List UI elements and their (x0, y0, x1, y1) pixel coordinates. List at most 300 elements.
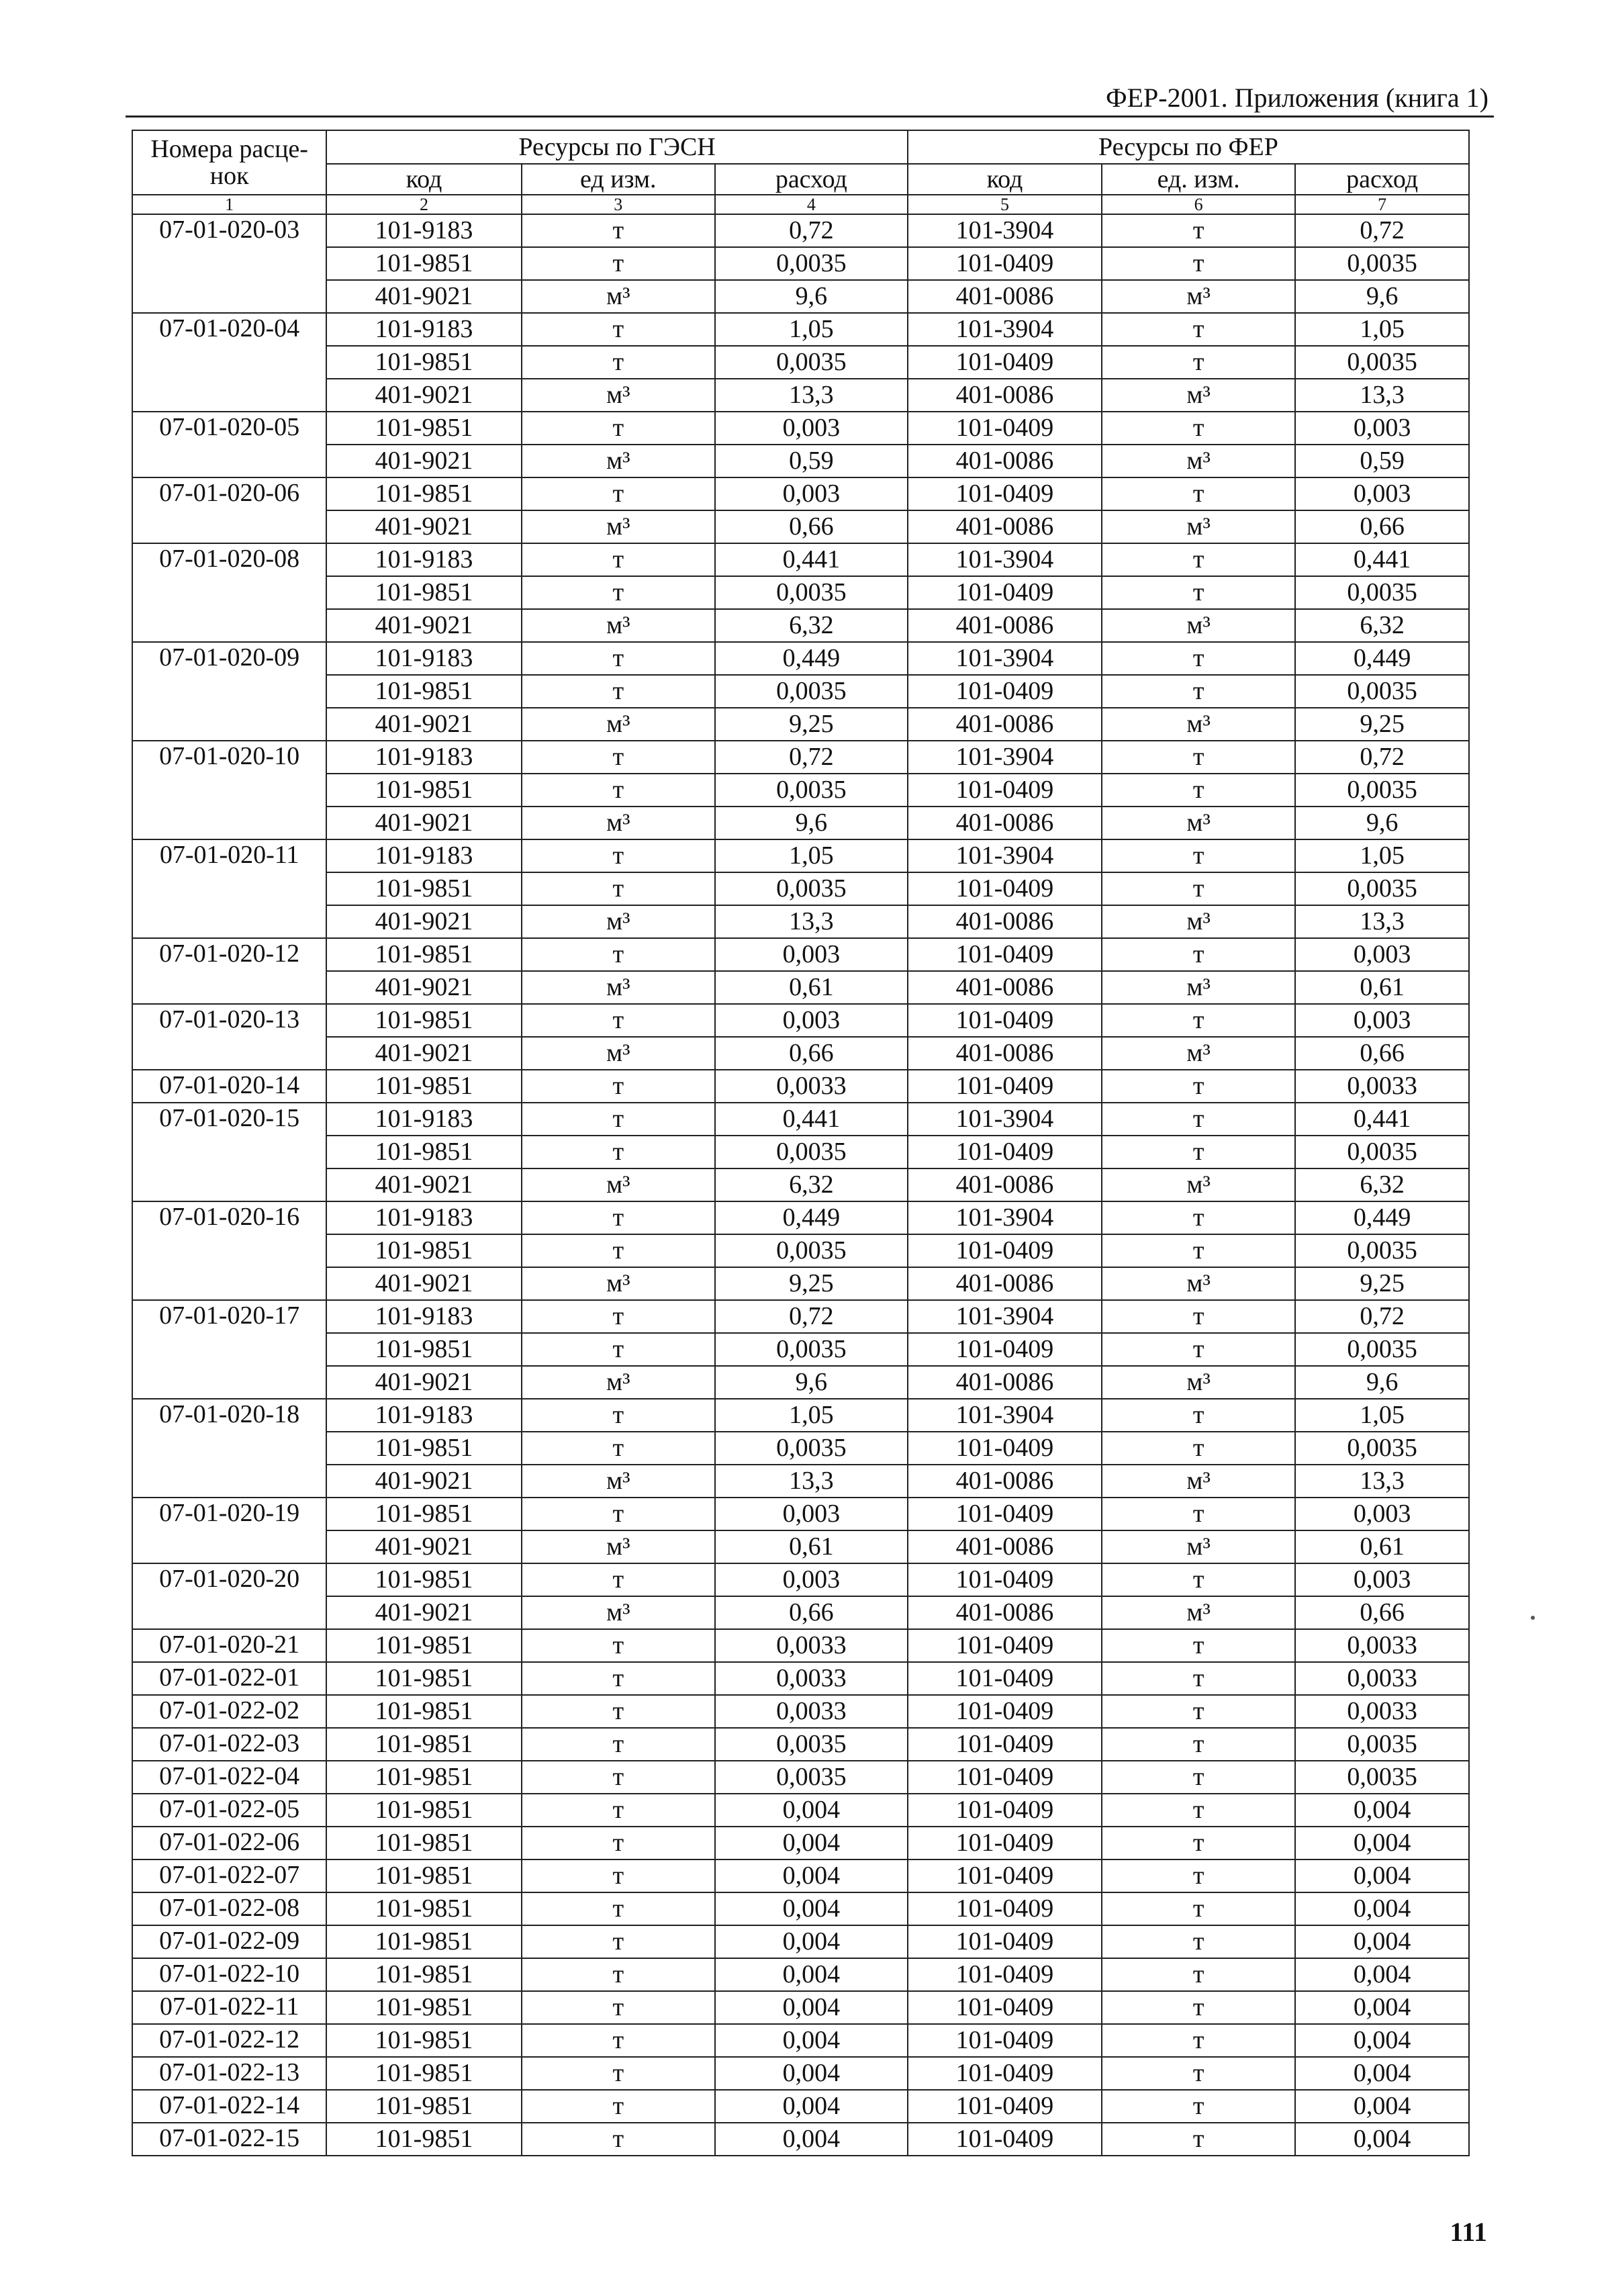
gesn-unit-cell: т (522, 1498, 715, 1530)
fer-qty-cell: 0,61 (1295, 1530, 1469, 1563)
rate-number-cell: 07-01-020-06 (132, 477, 326, 543)
fer-unit-cell: т (1102, 2024, 1295, 2057)
header-fer-code: код (908, 164, 1102, 195)
gesn-code-cell: 101-9851 (326, 872, 521, 905)
fer-unit-cell: т (1102, 214, 1295, 247)
gesn-qty-cell: 0,004 (715, 2024, 908, 2057)
rate-number-cell: 07-01-022-13 (132, 2057, 326, 2090)
fer-code-cell: 101-0409 (908, 346, 1102, 379)
rate-number-cell: 07-01-022-02 (132, 1695, 326, 1728)
fer-unit-cell: т (1102, 1399, 1295, 1432)
header-gesn-unit: ед изм. (522, 164, 715, 195)
fer-code-cell: 101-3904 (908, 642, 1102, 675)
gesn-qty-cell: 0,61 (715, 971, 908, 1004)
gesn-unit-cell: т (522, 477, 715, 510)
column-number: 5 (908, 195, 1102, 214)
fer-unit-cell: т (1102, 1333, 1295, 1366)
gesn-code-cell: 101-9851 (326, 346, 521, 379)
fer-unit-cell: т (1102, 741, 1295, 774)
gesn-code-cell: 401-9021 (326, 708, 521, 741)
gesn-code-cell: 101-9851 (326, 1695, 521, 1728)
gesn-code-cell: 401-9021 (326, 445, 521, 477)
fer-qty-cell: 0,0035 (1295, 346, 1469, 379)
fer-code-cell: 101-0409 (908, 1004, 1102, 1037)
gesn-code-cell: 401-9021 (326, 609, 521, 642)
gesn-unit-cell: т (522, 642, 715, 675)
rate-number-cell: 07-01-020-21 (132, 1629, 326, 1662)
fer-unit-cell: т (1102, 872, 1295, 905)
table-row (132, 1234, 1469, 1267)
gesn-code-cell: 101-9851 (326, 1432, 521, 1465)
fer-unit-cell: м³ (1102, 708, 1295, 741)
fer-unit-cell: м³ (1102, 379, 1295, 412)
fer-code-cell: 101-0409 (908, 774, 1102, 807)
fer-qty-cell: 0,66 (1295, 1037, 1469, 1070)
fer-code-cell: 101-0409 (908, 1432, 1102, 1465)
fer-unit-cell: м³ (1102, 1037, 1295, 1070)
rate-number-cell: 07-01-022-01 (132, 1662, 326, 1695)
header-fer-qty: расход (1295, 164, 1469, 195)
fer-qty-cell: 0,003 (1295, 477, 1469, 510)
fer-code-cell: 101-0409 (908, 1662, 1102, 1695)
table-row (132, 477, 1469, 510)
table-row (132, 971, 1469, 1004)
rate-number-cell: 07-01-020-13 (132, 1004, 326, 1070)
rate-number-cell: 07-01-022-07 (132, 1859, 326, 1892)
fer-qty-cell: 0,0035 (1295, 872, 1469, 905)
gesn-code-cell: 401-9021 (326, 1267, 521, 1300)
fer-unit-cell: т (1102, 1563, 1295, 1596)
gesn-unit-cell: т (522, 2024, 715, 2057)
gesn-qty-cell: 0,0035 (715, 1136, 908, 1168)
fer-qty-cell: 0,004 (1295, 2024, 1469, 2057)
table-row (132, 905, 1469, 938)
gesn-unit-cell: т (522, 675, 715, 708)
table-row (132, 412, 1469, 445)
fer-unit-cell: т (1102, 1859, 1295, 1892)
fer-qty-cell: 13,3 (1295, 1465, 1469, 1498)
rate-number-cell: 07-01-020-20 (132, 1563, 326, 1629)
rate-number-cell: 07-01-022-11 (132, 1991, 326, 2024)
gesn-qty-cell: 0,004 (715, 1859, 908, 1892)
table-row (132, 247, 1469, 280)
table-row (132, 1827, 1469, 1859)
fer-qty-cell: 0,0035 (1295, 1234, 1469, 1267)
gesn-unit-cell: т (522, 2090, 715, 2123)
fer-qty-cell: 0,004 (1295, 1991, 1469, 2024)
fer-code-cell: 101-0409 (908, 2024, 1102, 2057)
gesn-unit-cell: т (522, 1662, 715, 1695)
fer-unit-cell: т (1102, 313, 1295, 346)
table-row (132, 1662, 1469, 1695)
gesn-unit-cell: м³ (522, 708, 715, 741)
gesn-code-cell: 101-9851 (326, 576, 521, 609)
gesn-unit-cell: т (522, 1234, 715, 1267)
gesn-qty-cell: 0,449 (715, 642, 908, 675)
page-number: 111 (1450, 2217, 1487, 2247)
column-number: 1 (132, 195, 326, 214)
table-row (132, 379, 1469, 412)
gesn-unit-cell: м³ (522, 971, 715, 1004)
gesn-qty-cell: 0,0035 (715, 774, 908, 807)
fer-qty-cell: 0,0035 (1295, 1333, 1469, 1366)
gesn-code-cell: 101-9851 (326, 1859, 521, 1892)
gesn-unit-cell: т (522, 1859, 715, 1892)
fer-code-cell: 401-0086 (908, 1267, 1102, 1300)
gesn-code-cell: 101-9183 (326, 642, 521, 675)
table-row (132, 1991, 1469, 2024)
column-number: 2 (326, 195, 521, 214)
fer-unit-cell: т (1102, 2057, 1295, 2090)
rate-number-cell: 07-01-020-17 (132, 1300, 326, 1399)
rate-number-cell: 07-01-020-18 (132, 1399, 326, 1498)
gesn-qty-cell: 0,004 (715, 2123, 908, 2156)
gesn-unit-cell: т (522, 1300, 715, 1333)
fer-code-cell: 401-0086 (908, 1037, 1102, 1070)
table-row (132, 774, 1469, 807)
table-row (132, 1596, 1469, 1629)
fer-code-cell: 401-0086 (908, 807, 1102, 839)
gesn-qty-cell: 0,72 (715, 214, 908, 247)
column-number: 7 (1295, 195, 1469, 214)
gesn-qty-cell: 1,05 (715, 1399, 908, 1432)
fer-code-cell: 101-0409 (908, 247, 1102, 280)
gesn-unit-cell: т (522, 576, 715, 609)
gesn-code-cell: 101-9851 (326, 247, 521, 280)
fer-code-cell: 101-0409 (908, 1958, 1102, 1991)
page-header: ФЕР-2001. Приложения (книга 1) (126, 81, 1494, 118)
fer-qty-cell: 0,441 (1295, 1103, 1469, 1136)
rate-number-cell: 07-01-022-06 (132, 1827, 326, 1859)
gesn-code-cell: 101-9851 (326, 938, 521, 971)
fer-unit-cell: т (1102, 774, 1295, 807)
fer-code-cell: 101-3904 (908, 741, 1102, 774)
fer-code-cell: 101-0409 (908, 2090, 1102, 2123)
table-row (132, 214, 1469, 247)
gesn-code-cell: 101-9851 (326, 1498, 521, 1530)
fer-unit-cell: т (1102, 839, 1295, 872)
gesn-code-cell: 401-9021 (326, 1596, 521, 1629)
gesn-qty-cell: 6,32 (715, 1168, 908, 1201)
table-row (132, 1695, 1469, 1728)
fer-qty-cell: 0,0035 (1295, 1761, 1469, 1794)
fer-unit-cell: т (1102, 1761, 1295, 1794)
gesn-code-cell: 101-9851 (326, 1004, 521, 1037)
fer-code-cell: 101-0409 (908, 1070, 1102, 1103)
gesn-unit-cell: м³ (522, 609, 715, 642)
gesn-code-cell: 101-9183 (326, 1201, 521, 1234)
gesn-qty-cell: 0,0035 (715, 247, 908, 280)
fer-code-cell: 101-3904 (908, 1201, 1102, 1234)
gesn-code-cell: 101-9851 (326, 1958, 521, 1991)
fer-code-cell: 101-0409 (908, 938, 1102, 971)
gesn-qty-cell: 9,6 (715, 280, 908, 313)
fer-code-cell: 101-3904 (908, 1399, 1102, 1432)
fer-code-cell: 101-0409 (908, 1498, 1102, 1530)
gesn-qty-cell: 0,0033 (715, 1629, 908, 1662)
fer-unit-cell: м³ (1102, 609, 1295, 642)
gesn-code-cell: 101-9183 (326, 543, 521, 576)
gesn-code-cell: 401-9021 (326, 1366, 521, 1399)
table-row (132, 1267, 1469, 1300)
fer-unit-cell: т (1102, 1201, 1295, 1234)
rate-number-cell: 07-01-020-05 (132, 412, 326, 477)
fer-unit-cell: м³ (1102, 971, 1295, 1004)
fer-unit-cell: м³ (1102, 280, 1295, 313)
fer-qty-cell: 0,0033 (1295, 1662, 1469, 1695)
gesn-qty-cell: 0,449 (715, 1201, 908, 1234)
gesn-qty-cell: 13,3 (715, 379, 908, 412)
table-row (132, 576, 1469, 609)
gesn-unit-cell: м³ (522, 1168, 715, 1201)
gesn-qty-cell: 0,0033 (715, 1662, 908, 1695)
gesn-code-cell: 101-9851 (326, 477, 521, 510)
rate-number-cell: 07-01-020-04 (132, 313, 326, 412)
gesn-unit-cell: т (522, 543, 715, 576)
gesn-qty-cell: 9,6 (715, 807, 908, 839)
fer-code-cell: 101-0409 (908, 1859, 1102, 1892)
fer-unit-cell: т (1102, 247, 1295, 280)
table-row (132, 510, 1469, 543)
table-row (132, 1563, 1469, 1596)
rate-number-cell: 07-01-020-16 (132, 1201, 326, 1300)
gesn-unit-cell: м³ (522, 1530, 715, 1563)
gesn-unit-cell: м³ (522, 445, 715, 477)
fer-code-cell: 401-0086 (908, 609, 1102, 642)
header-gesn-qty: расход (715, 164, 908, 195)
column-number: 3 (522, 195, 715, 214)
fer-code-cell: 101-3904 (908, 543, 1102, 576)
gesn-qty-cell: 0,004 (715, 1794, 908, 1827)
rate-number-cell: 07-01-022-12 (132, 2024, 326, 2057)
fer-code-cell: 401-0086 (908, 1596, 1102, 1629)
table-row (132, 2123, 1469, 2156)
gesn-qty-cell: 0,72 (715, 741, 908, 774)
gesn-qty-cell: 13,3 (715, 1465, 908, 1498)
rate-number-cell: 07-01-020-19 (132, 1498, 326, 1563)
gesn-unit-cell: т (522, 1892, 715, 1925)
fer-code-cell: 101-0409 (908, 1892, 1102, 1925)
rate-number-cell: 07-01-020-09 (132, 642, 326, 741)
fer-unit-cell: м³ (1102, 1366, 1295, 1399)
header-rates: Номера расце-нок (132, 130, 326, 195)
gesn-code-cell: 401-9021 (326, 1168, 521, 1201)
gesn-code-cell: 401-9021 (326, 1037, 521, 1070)
table-row (132, 1432, 1469, 1465)
gesn-qty-cell: 13,3 (715, 905, 908, 938)
fer-code-cell: 101-3904 (908, 214, 1102, 247)
gesn-unit-cell: м³ (522, 1366, 715, 1399)
table-row (132, 1958, 1469, 1991)
rate-number-cell: 07-01-022-05 (132, 1794, 326, 1827)
gesn-unit-cell: т (522, 1563, 715, 1596)
rate-number-cell: 07-01-022-15 (132, 2123, 326, 2156)
fer-qty-cell: 6,32 (1295, 609, 1469, 642)
fer-code-cell: 401-0086 (908, 1366, 1102, 1399)
gesn-code-cell: 101-9851 (326, 1629, 521, 1662)
fer-qty-cell: 6,32 (1295, 1168, 1469, 1201)
gesn-unit-cell: м³ (522, 807, 715, 839)
gesn-unit-cell: м³ (522, 905, 715, 938)
fer-qty-cell: 0,004 (1295, 2123, 1469, 2156)
gesn-unit-cell: т (522, 1728, 715, 1761)
table-row (132, 1103, 1469, 1136)
table-row (132, 1629, 1469, 1662)
fer-qty-cell: 9,6 (1295, 1366, 1469, 1399)
fer-qty-cell: 0,0035 (1295, 1728, 1469, 1761)
column-number: 6 (1102, 195, 1295, 214)
table-row (132, 1004, 1469, 1037)
gesn-qty-cell: 0,0035 (715, 872, 908, 905)
gesn-code-cell: 101-9183 (326, 741, 521, 774)
gesn-code-cell: 101-9851 (326, 1234, 521, 1267)
gesn-qty-cell: 0,66 (715, 1596, 908, 1629)
gesn-unit-cell: т (522, 1761, 715, 1794)
fer-qty-cell: 0,004 (1295, 1892, 1469, 1925)
fer-unit-cell: м³ (1102, 1596, 1295, 1629)
fer-code-cell: 101-0409 (908, 872, 1102, 905)
fer-unit-cell: м³ (1102, 1168, 1295, 1201)
gesn-unit-cell: т (522, 2123, 715, 2156)
table-row (132, 2090, 1469, 2123)
fer-qty-cell: 0,003 (1295, 1563, 1469, 1596)
gesn-qty-cell: 9,6 (715, 1366, 908, 1399)
table-row (132, 2024, 1469, 2057)
rate-number-cell: 07-01-022-14 (132, 2090, 326, 2123)
fer-code-cell: 101-0409 (908, 2123, 1102, 2156)
table-row (132, 708, 1469, 741)
table-row (132, 1070, 1469, 1103)
fer-code-cell: 401-0086 (908, 445, 1102, 477)
gesn-unit-cell: т (522, 1958, 715, 1991)
fer-unit-cell: м³ (1102, 807, 1295, 839)
table-row (132, 807, 1469, 839)
fer-qty-cell: 0,004 (1295, 1925, 1469, 1958)
fer-unit-cell: т (1102, 1234, 1295, 1267)
table-row (132, 1498, 1469, 1530)
gesn-code-cell: 101-9183 (326, 1300, 521, 1333)
fer-qty-cell: 0,449 (1295, 1201, 1469, 1234)
gesn-unit-cell: м³ (522, 1267, 715, 1300)
gesn-qty-cell: 0,66 (715, 510, 908, 543)
fer-qty-cell: 0,0035 (1295, 1432, 1469, 1465)
fer-unit-cell: т (1102, 1498, 1295, 1530)
gesn-qty-cell: 0,0035 (715, 1728, 908, 1761)
fer-code-cell: 101-0409 (908, 2057, 1102, 2090)
fer-qty-cell: 0,0033 (1295, 1695, 1469, 1728)
fer-code-cell: 101-0409 (908, 412, 1102, 445)
table-row (132, 1794, 1469, 1827)
gesn-qty-cell: 9,25 (715, 708, 908, 741)
table-row (132, 280, 1469, 313)
gesn-unit-cell: т (522, 214, 715, 247)
fer-unit-cell: т (1102, 1070, 1295, 1103)
gesn-qty-cell: 0,61 (715, 1530, 908, 1563)
gesn-code-cell: 101-9183 (326, 1399, 521, 1432)
fer-unit-cell: т (1102, 1136, 1295, 1168)
fer-unit-cell: м³ (1102, 510, 1295, 543)
fer-code-cell: 101-0409 (908, 1761, 1102, 1794)
table-body (132, 214, 1469, 2156)
gesn-unit-cell: т (522, 1399, 715, 1432)
fer-unit-cell: т (1102, 477, 1295, 510)
fer-code-cell: 101-0409 (908, 1728, 1102, 1761)
fer-unit-cell: т (1102, 1695, 1295, 1728)
fer-code-cell: 101-0409 (908, 1234, 1102, 1267)
rate-number-cell: 07-01-020-08 (132, 543, 326, 642)
fer-qty-cell: 0,004 (1295, 1958, 1469, 1991)
gesn-unit-cell: т (522, 872, 715, 905)
gesn-code-cell: 401-9021 (326, 971, 521, 1004)
fer-qty-cell: 0,004 (1295, 2090, 1469, 2123)
gesn-qty-cell: 0,004 (715, 2090, 908, 2123)
fer-unit-cell: м³ (1102, 905, 1295, 938)
header-fer-group: Ресурсы по ФЕР (908, 130, 1469, 164)
fer-code-cell: 401-0086 (908, 379, 1102, 412)
gesn-unit-cell: т (522, 1629, 715, 1662)
gesn-qty-cell: 0,004 (715, 2057, 908, 2090)
fer-qty-cell: 0,003 (1295, 938, 1469, 971)
gesn-code-cell: 101-9851 (326, 2123, 521, 2156)
table-row (132, 1168, 1469, 1201)
rate-number-cell: 07-01-020-10 (132, 741, 326, 839)
fer-code-cell: 101-3904 (908, 1300, 1102, 1333)
gesn-code-cell: 401-9021 (326, 1530, 521, 1563)
gesn-code-cell: 101-9851 (326, 1827, 521, 1859)
gesn-qty-cell: 0,441 (715, 543, 908, 576)
fer-unit-cell: т (1102, 346, 1295, 379)
fer-qty-cell: 9,25 (1295, 708, 1469, 741)
gesn-code-cell: 401-9021 (326, 905, 521, 938)
fer-qty-cell: 0,66 (1295, 1596, 1469, 1629)
rate-number-cell: 07-01-022-03 (132, 1728, 326, 1761)
gesn-qty-cell: 0,0033 (715, 1695, 908, 1728)
fer-qty-cell: 0,004 (1295, 2057, 1469, 2090)
scan-speck (1531, 1616, 1535, 1620)
table-row (132, 872, 1469, 905)
fer-qty-cell: 1,05 (1295, 839, 1469, 872)
gesn-code-cell: 401-9021 (326, 510, 521, 543)
column-number: 4 (715, 195, 908, 214)
gesn-unit-cell: т (522, 1136, 715, 1168)
fer-unit-cell: т (1102, 938, 1295, 971)
fer-unit-cell: т (1102, 675, 1295, 708)
header-gesn-code: код (326, 164, 521, 195)
header-gesn-group: Ресурсы по ГЭСН (326, 130, 908, 164)
gesn-unit-cell: т (522, 2057, 715, 2090)
resource-table (132, 130, 1470, 2156)
gesn-code-cell: 101-9851 (326, 774, 521, 807)
fer-qty-cell: 0,72 (1295, 741, 1469, 774)
gesn-qty-cell: 0,59 (715, 445, 908, 477)
gesn-code-cell: 101-9851 (326, 1333, 521, 1366)
gesn-unit-cell: т (522, 1925, 715, 1958)
fer-unit-cell: т (1102, 1892, 1295, 1925)
fer-code-cell: 101-0409 (908, 1136, 1102, 1168)
fer-unit-cell: т (1102, 1827, 1295, 1859)
fer-code-cell: 401-0086 (908, 1465, 1102, 1498)
gesn-qty-cell: 1,05 (715, 839, 908, 872)
rate-number-cell: 07-01-020-14 (132, 1070, 326, 1103)
gesn-unit-cell: м³ (522, 1465, 715, 1498)
fer-unit-cell: т (1102, 2090, 1295, 2123)
gesn-code-cell: 101-9183 (326, 1103, 521, 1136)
table-row (132, 1333, 1469, 1366)
fer-code-cell: 101-3904 (908, 313, 1102, 346)
gesn-qty-cell: 1,05 (715, 313, 908, 346)
gesn-qty-cell: 0,0035 (715, 1234, 908, 1267)
fer-unit-cell: м³ (1102, 1267, 1295, 1300)
